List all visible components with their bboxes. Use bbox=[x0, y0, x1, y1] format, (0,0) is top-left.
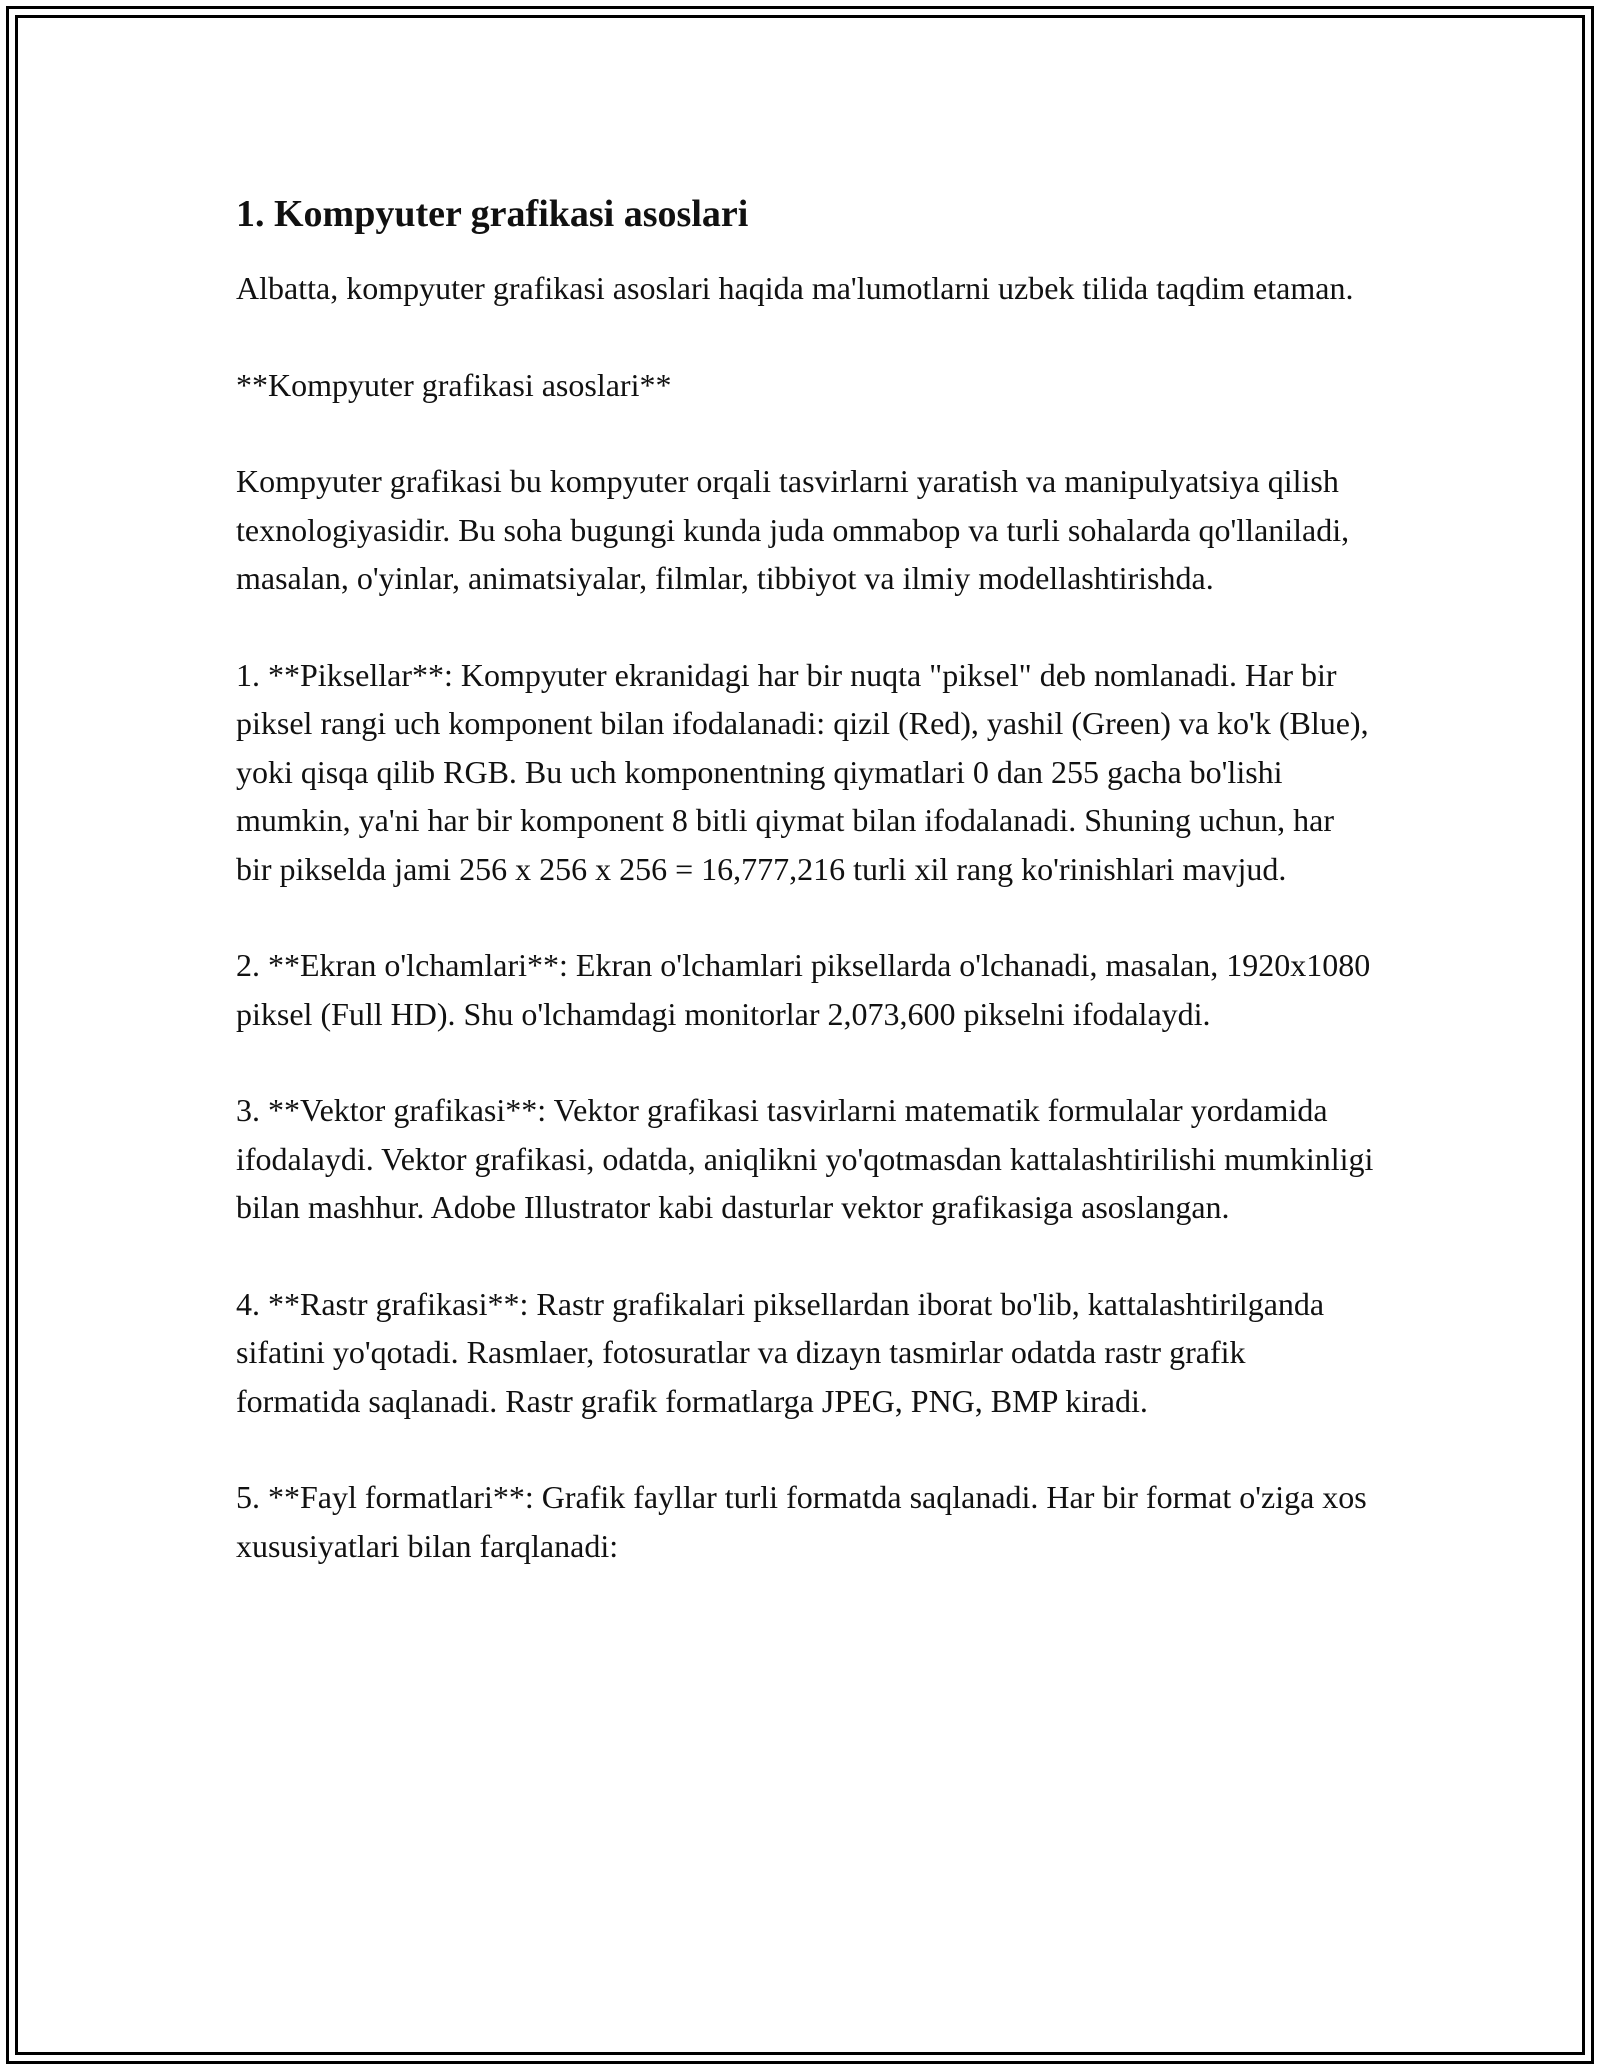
paragraph-intro: Albatta, kompyuter grafikasi asoslari haqida ma'lumotlarni uzbek tilida taqdim etaman. bbox=[236, 270, 1354, 306]
paragraph-pixels: 1. **Piksellar**: Kompyuter ekranidagi har bir nuqta "piksel" deb nomlanadi. Har bir piksel rangi uch komponent bilan ifodalanadi: qizil (Red), yashil (Green) va ko'k (Blue), yoki qisqa qilib RGB. Bu uch komponentning qiymatlari 0 dan 255 gacha bo'lishi mumkin, ya'ni har bir komponent 8 bitli qiymat bilan ifodalanadi. Shuning uchun, har bir pikselda jami 256 x 256 x 256 = 16,777,216 turli xil rang ko'rinishlari mavjud. bbox=[236, 656, 1369, 887]
paragraph-raster-graphics: 4. **Rastr grafikasi**: Rastr grafikalari piksellardan iborat bo'lib, kattalashtirilganda sifatini yo'qotadi. Rasmlaer, fotosuratlar va dizayn tasmirlar odatda rastr grafik formatida saqlanadi. Rastr grafik formatlarga JPEG, PNG, BMP kiradi. bbox=[236, 1285, 1325, 1419]
paragraph-file-formats: 5. **Fayl formatlari**: Grafik fayllar turli formatda saqlanadi. Har bir format o'ziga xos xususiyatlari bilan farqlanadi: bbox=[236, 1479, 1367, 1564]
paragraph-screen-resolution: 2. **Ekran o'lchamlari**: Ekran o'lchamlari piksellarda o'lchanadi, masalan, 1920x1080 piksel (Full HD). Shu o'lchamdagi monitorlar 2,073,600 pikselni ifodalaydi. bbox=[236, 947, 1371, 1032]
paragraph-definition: Kompyuter grafikasi bu kompyuter orqali tasvirlarni yaratish va manipulyatsiya qilish texnologiyasidir. Bu soha bugungi kunda juda ommabop va turli sohalarda qo'llaniladi, masalan, o'yinlar, animatsiyalar, filmlar, tibbiyot va ilmiy modellashtirishda. bbox=[236, 463, 1350, 596]
paragraph-subtitle: **Kompyuter grafikasi asoslari** bbox=[236, 366, 672, 403]
paragraph-vector-graphics: 3. **Vektor grafikasi**: Vektor grafikasi tasvirlarni matematik formulalar yordamida ifodalaydi. Vektor grafikasi, odatda, aniqlikni yo'qotmasdan kattalashtirilishi mumkinligi bilan mashhur. Adobe Illustrator kabi dasturlar vektor grafikasiga asoslangan. bbox=[236, 1092, 1374, 1225]
document-body bbox=[236, 190, 1376, 1618]
section-heading: 1. Kompyuter grafikasi asoslari bbox=[236, 193, 749, 235]
